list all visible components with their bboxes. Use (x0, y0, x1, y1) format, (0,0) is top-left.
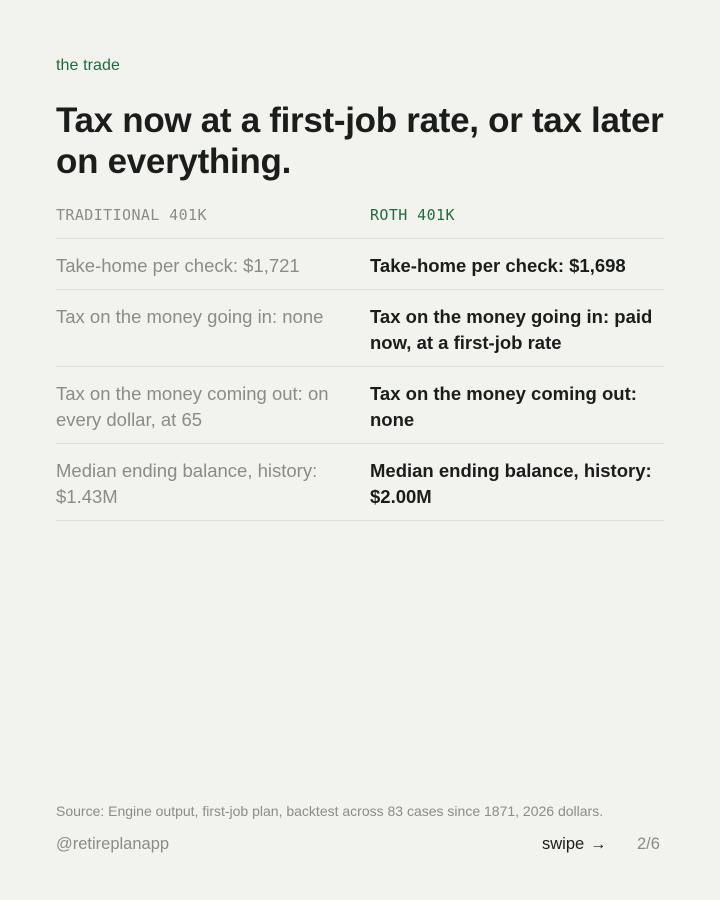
traditional-cell: Take-home per check: $1,721 (56, 255, 300, 276)
table-row (56, 290, 664, 367)
swipe-button[interactable] (542, 835, 606, 854)
table-row (56, 444, 664, 521)
roth-cell: Median ending balance, history: $2.00M (370, 460, 652, 507)
arrow-right-icon: → (590, 836, 607, 853)
headline: Tax now at a first-job rate, or tax later on everything. (56, 101, 664, 181)
table-row (56, 367, 664, 444)
column-header-traditional: TRADITIONAL 401K (56, 206, 207, 224)
source-note: Source: Engine output, first-job plan, backtest across 83 cases since 1871, 2026 dollars. (56, 803, 604, 819)
traditional-cell: Tax on the money going in: none (56, 306, 324, 327)
traditional-cell: Tax on the money coming out: on every dollar, at 65 (56, 383, 329, 430)
traditional-cell: Median ending balance, history: $1.43M (56, 460, 318, 507)
table-row (56, 239, 664, 290)
roth-cell: Take-home per check: $1,698 (370, 255, 626, 276)
eyebrow-label: the trade (56, 57, 121, 74)
page-indicator: 2/6 (637, 835, 660, 853)
column-header-roth: ROTH 401K (370, 206, 455, 224)
swipe-label: swipe (542, 835, 585, 853)
comparison-table (56, 238, 664, 521)
roth-cell: Tax on the money going in: paid now, at a first-job rate (370, 306, 653, 353)
roth-cell: Tax on the money coming out: none (370, 383, 637, 430)
account-handle[interactable]: @retireplanapp (56, 835, 170, 853)
